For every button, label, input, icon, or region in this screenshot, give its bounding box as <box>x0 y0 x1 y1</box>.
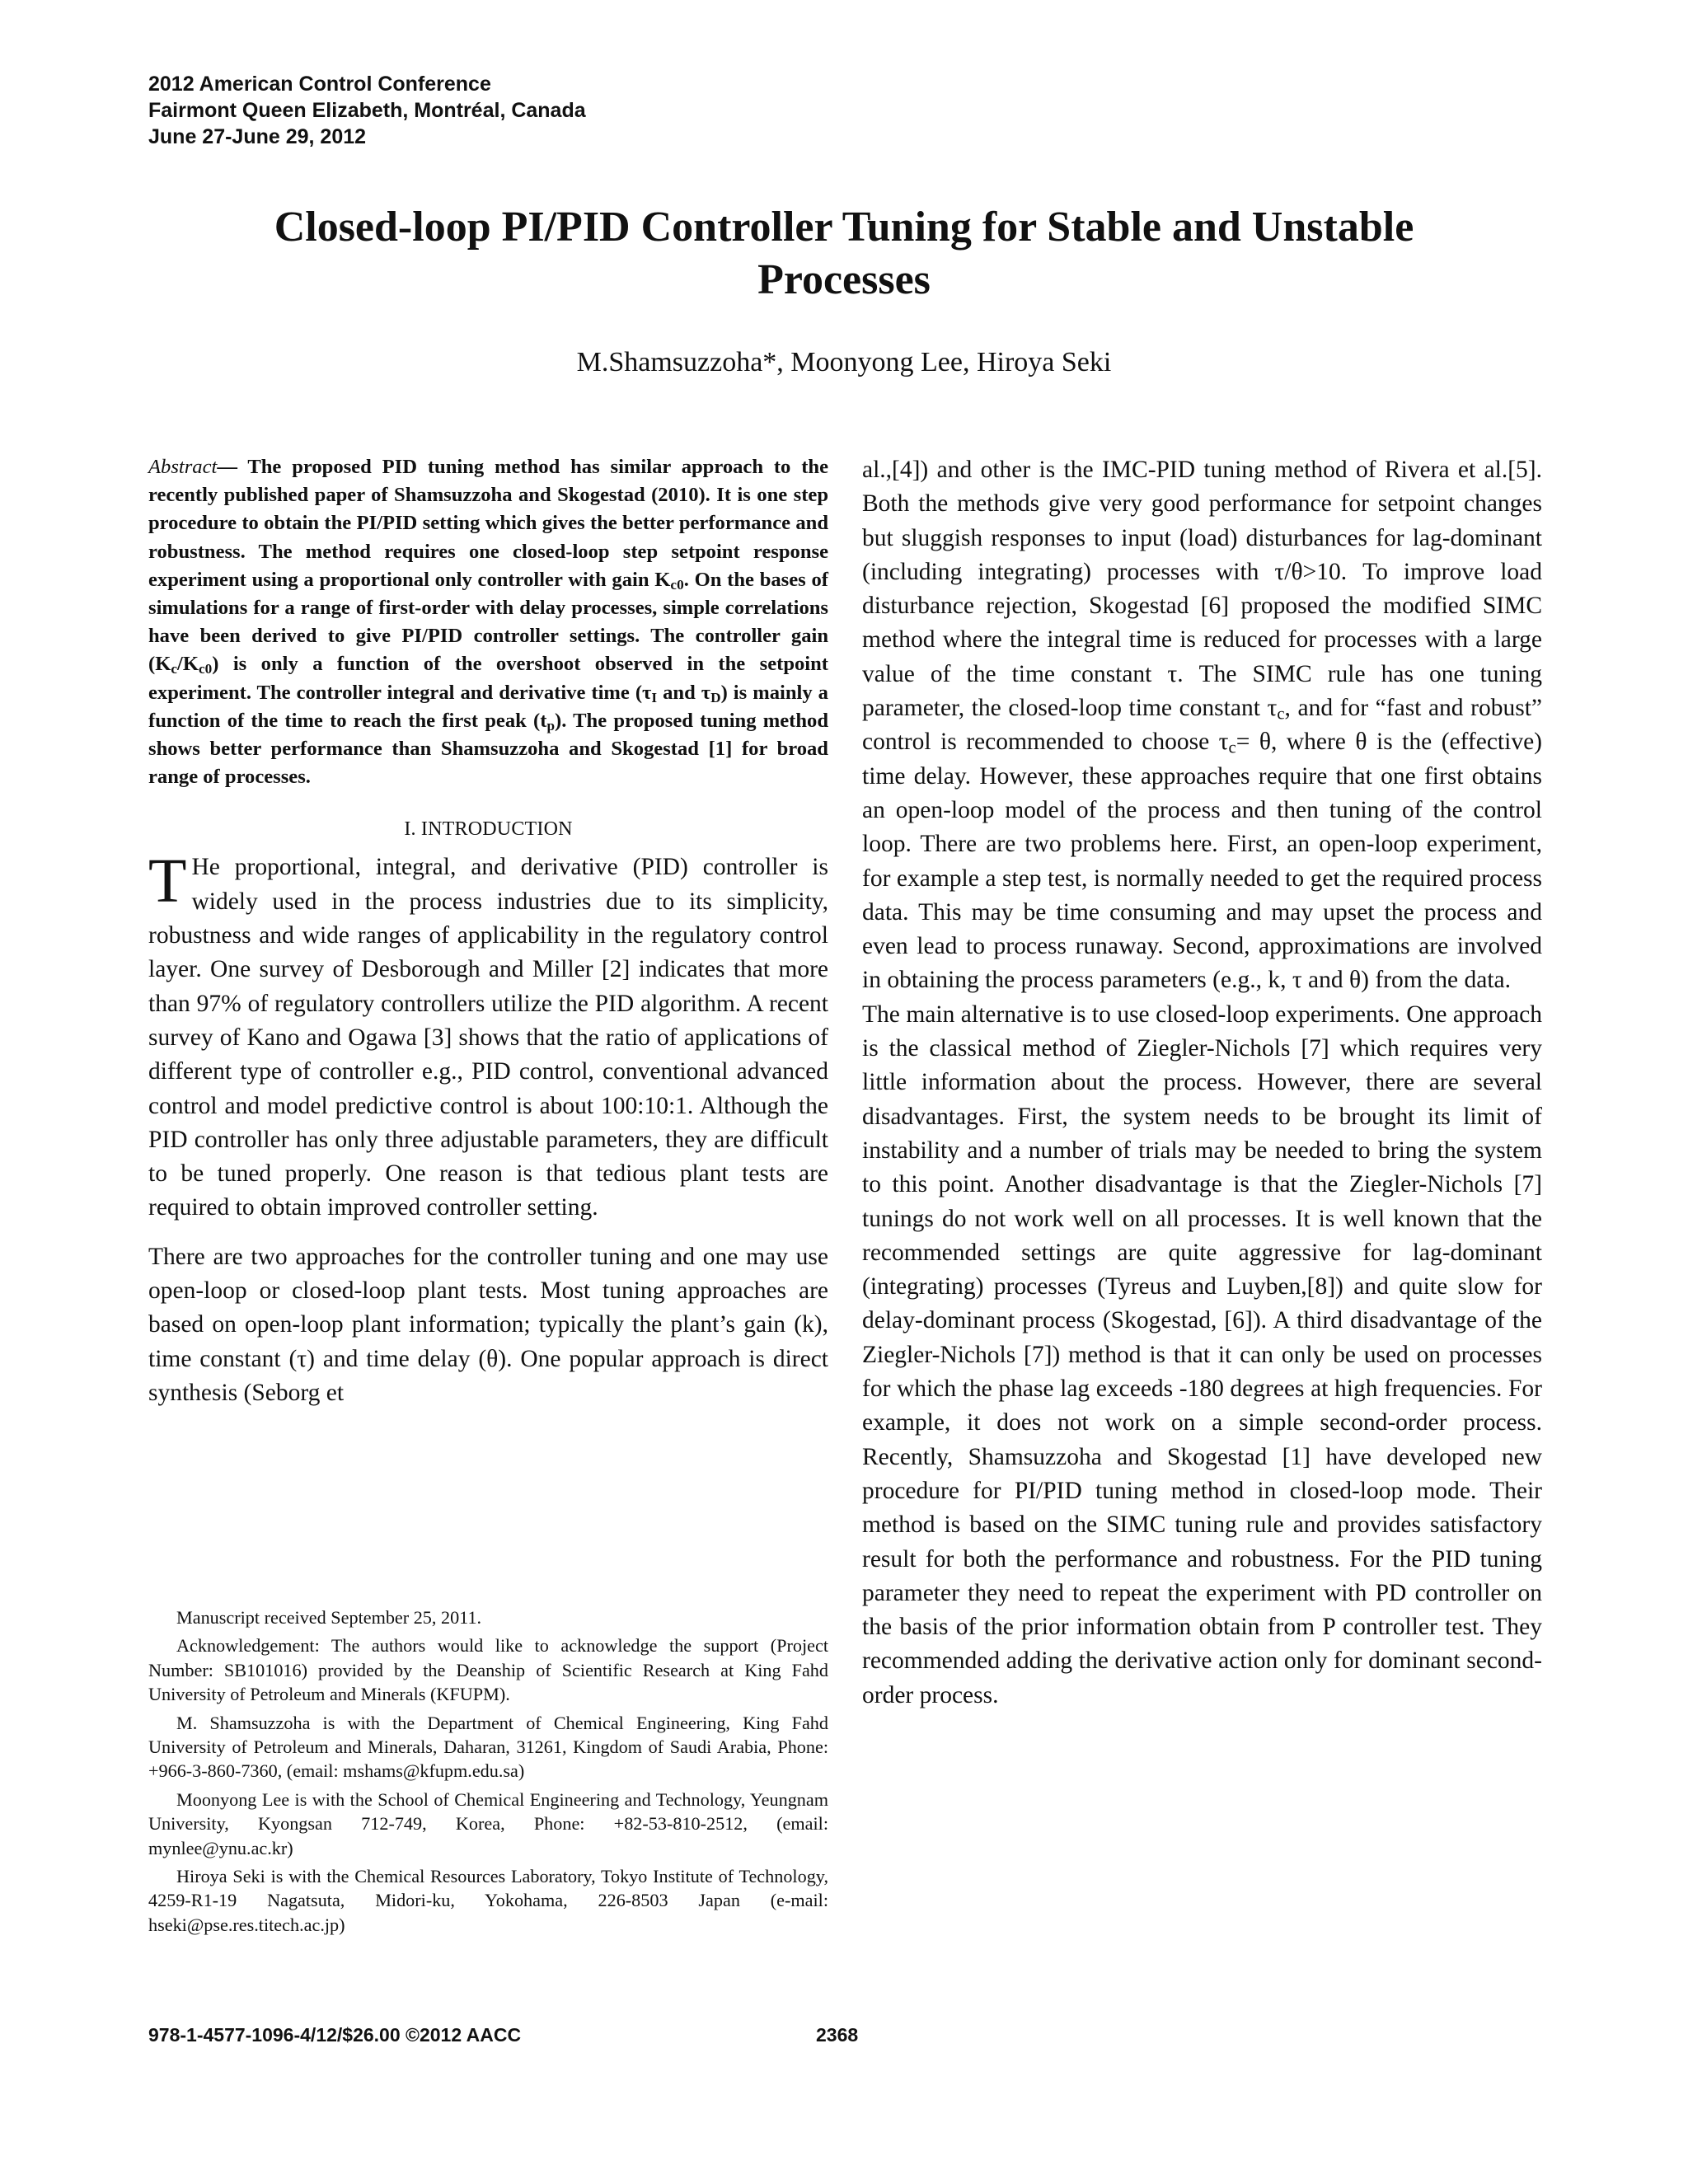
subscript: c0 <box>198 661 213 677</box>
footnote-received: Manuscript received September 25, 2011. <box>176 1607 482 1628</box>
abstract <box>148 453 828 791</box>
introduction-paragraph-2: There are two approaches for the controller tuning and one may use open-loop or closed-loop plant tests. Most tuning approaches are based on open-loop plant information; typically the plant’s gain (k), time constant (τ) and time delay (θ). One popular approach is direct synthesis (Seborg et <box>148 1243 828 1406</box>
subscript: I <box>651 689 658 705</box>
footnote-author-2: Moonyong Lee is with the School of Chemical Engineering and Technology, Yeungnam University, Kyongsan 712-749, Korea, Phone: +82-53-810-2512, (email: mynlee@ynu.ac.kr) <box>148 1788 828 1858</box>
right-column <box>862 453 1542 1713</box>
abstract-text: and τ <box>657 681 711 704</box>
abstract-dash: — <box>217 456 248 478</box>
drop-cap: T <box>148 846 187 916</box>
subscript: p <box>546 717 556 733</box>
subscript: c0 <box>670 576 684 593</box>
section-heading-introduction: I. INTRODUCTION <box>404 818 573 841</box>
subscript: D <box>710 689 721 705</box>
abstract-text: ). The proposed tuning method shows better performance than Shamsuzzoha and Skogestad [1] for broad range of processes. <box>148 709 829 789</box>
abstract-text: ) is only a function of the overshoot observed in the setpoint experiment. The controller integral and derivative time (τ <box>148 653 828 704</box>
author-list: M.Shamsuzzoha*, Moonyong Lee, Hiroya Seki <box>576 347 1112 377</box>
left-column <box>148 453 828 1410</box>
paragraph-text: al.,[4]) and other is the IMC-PID tuning method of Rivera et al.[5]. Both the methods give very good performance for setpoint changes but sluggish responses to input (load) disturbances for lag-dominant (including integrating) processes with τ/θ>10. To improve load disturbance rejection, Skogestad [6] proposed the modified SIMC method where the integral time is reduced for processes with a large value of the time constant τ. The SIMC rule has one tuning parameter, the closed-loop time constant τ <box>862 457 1542 722</box>
paper-title-line-2: Processes <box>757 256 931 303</box>
page-number: 2368 <box>816 2024 859 2046</box>
footnotes <box>148 1605 828 1941</box>
paragraph-text: He proportional, integral, and derivative (PID) controller is widely used in the process industries due to its simplicity, robustness and wide ranges of applicability in the regulatory control layer. One survey of Desborough and Miller [2] indicates that more than 97% of regulatory controllers utilize the PID algorithm. A recent survey of Kano and Ogawa [3] shows that the ratio of applications of different type of controller e.g., PID control, conventional advanced control and model predictive control is about 100:10:1. Although the PID controller has only three adjustable parameters, they are difficult to be tuned properly. One reason is that tedious plant tests are required to obtain improved controller setting. <box>148 854 828 1221</box>
conference-header <box>148 71 586 150</box>
abstract-text: . On the bases of simulations for a range of first-order with delay processes, simple correlations have been derived to give PI/PID controller settings. The controller gain (K <box>148 568 828 676</box>
abstract-text: The proposed PID tuning method has similar approach to the recently published paper of Shamsuzzoha and Skogestad (2010). It is one step procedure to obtain the PI/PID setting which gives the better performance and robustness. The method requires one closed-loop step setpoint response experiment using a proportional only controller with gain K <box>148 456 828 591</box>
right-paragraph-2: The main alternative is to use closed-loop experiments. One approach is the classical method of Ziegler-Nichols [7] which requires very little information about the process. However, there are several disadvantages. First, the system needs to be brought its limit of instability and a number of trials may be needed to bring the system to this point. Another disadvantage is that the Ziegler-Nichols [7] tunings do not work well on all processes. It is well known that the recommended settings are quite aggressive for lag-dominant (integrating) processes (Tyreus and Luyben,[8]) and quite slow for delay-dominant process (Skogestad, [6]). A third disadvantage of the Ziegler-Nichols [7]) method is that it can only be used on processes for which the phase lag exceeds -180 degrees at high frequencies. For example, it does not work on a simple second-order process. Recently, Shamsuzzoha and Skogestad [1] have developed new procedure for PI/PID tuning method in closed-loop mode. Their method is based on the SIMC tuning rule and provides satisfactory result for both the performance and robustness. For the PID tuning parameter they need to repeat the experiment with PD controller on the basis of the prior information obtain from P controller test. They recommended adding the derivative action only for dominant second-order process. <box>862 1001 1542 1708</box>
paper-title-line-1: Closed-loop PI/PID Controller Tuning for Stable and Unstable <box>274 204 1414 251</box>
copyright-footer: 978-1-4577-1096-4/12/$26.00 ©2012 AACC <box>148 2024 522 2046</box>
right-paragraph-1 <box>862 453 1542 998</box>
paper-title <box>148 201 1540 307</box>
subscript: c <box>171 661 177 677</box>
abstract-text: ) is mainly a function of the time to reach the first peak (t <box>148 681 828 732</box>
abstract-text: /K <box>176 653 199 676</box>
footnote-acknowledgement: Acknowledgement: The authors would like to acknowledge the support (Project Number: SB101016) provided by the Deanship of Scientific Research at King Fahd University of Petroleum and Minerals (KFUPM). <box>148 1635 828 1705</box>
footnote-author-1: M. Shamsuzzoha is with the Department of Chemical Engineering, King Fahd University of Petroleum and Minerals, Daharan, 31261, Kingdom of Saudi Arabia, Phone: +966-3-860-7360, (email: mshams@kfupm.edu.sa) <box>148 1712 828 1782</box>
paragraph-text: , and for “fast and robust” control is recommended to choose τ <box>862 695 1542 756</box>
subscript: c <box>1228 738 1236 757</box>
subscript: c <box>1277 705 1285 724</box>
introduction-paragraph-1 <box>148 846 828 1225</box>
abstract-label: Abstract <box>148 456 218 478</box>
conference-dates: June 27-June 29, 2012 <box>148 125 367 148</box>
conference-venue: Fairmont Queen Elizabeth, Montréal, Canada <box>148 99 586 122</box>
footnote-author-3: Hiroya Seki is with the Chemical Resources Laboratory, Tokyo Institute of Technology, 4259-R1-19 Nagatsuta, Midori-ku, Yokohama, 226-8503 Japan (e-mail: hseki@pse.res.titech.ac.jp) <box>148 1866 828 1935</box>
paragraph-text: = θ, where θ is the (effective) time delay. However, these approaches require that one first obtains an open-loop model of the process and then tuning of the control loop. There are two problems here. First, an open-loop experiment, for example a step test, is normally needed to get the required process data. This may be time consuming and may upset the process and even lead to process runaway. Second, approximations are involved in obtaining the process parameters (e.g., k, τ and θ) from the data. <box>862 729 1542 994</box>
conference-name: 2012 American Control Conference <box>148 73 491 96</box>
